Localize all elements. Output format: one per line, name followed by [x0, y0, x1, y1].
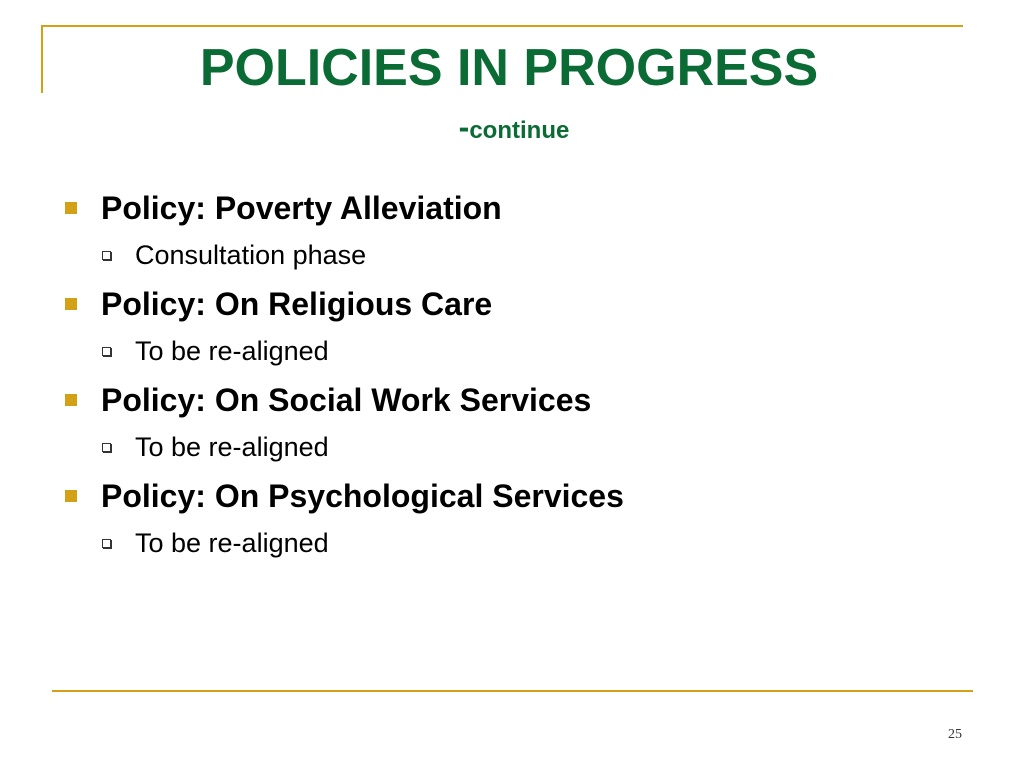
sub-bullet-label: Consultation phase	[135, 239, 367, 270]
subtitle-text: continue	[469, 117, 570, 144]
hollow-square-bullet-icon	[102, 443, 111, 452]
frame-top-rule	[41, 25, 963, 27]
bullet-item	[60, 184, 960, 232]
bullet-label: Policy: On Psychological Services	[101, 477, 624, 514]
sub-bullet-item	[60, 422, 960, 472]
footer-rule	[52, 690, 973, 692]
bullet-list	[60, 184, 960, 568]
subtitle-dash: -	[458, 109, 470, 145]
bullet-item	[60, 472, 960, 520]
sub-bullet-label: To be re-aligned	[135, 527, 329, 558]
hollow-square-bullet-icon	[102, 251, 111, 260]
slide-subtitle	[2, 109, 1024, 146]
bullet-label: Policy: On Social Work Services	[101, 381, 592, 418]
hollow-square-bullet-icon	[102, 347, 111, 356]
square-bullet-icon	[65, 490, 77, 502]
bullet-item	[60, 376, 960, 424]
bullet-item	[60, 280, 960, 328]
sub-bullet-item	[60, 326, 960, 376]
slide-title: POLICIES IN PROGRESS	[199, 39, 819, 97]
square-bullet-icon	[65, 202, 77, 214]
sub-bullet-item	[60, 230, 960, 280]
page-number: 25	[948, 727, 962, 742]
square-bullet-icon	[65, 298, 77, 310]
bullet-label: Policy: On Religious Care	[101, 285, 493, 322]
square-bullet-icon	[65, 394, 77, 406]
sub-bullet-label: To be re-aligned	[135, 335, 329, 366]
sub-bullet-label: To be re-aligned	[135, 431, 329, 462]
bullet-label: Policy: Poverty Alleviation	[101, 189, 502, 226]
sub-bullet-item	[60, 518, 960, 568]
hollow-square-bullet-icon	[102, 539, 111, 548]
